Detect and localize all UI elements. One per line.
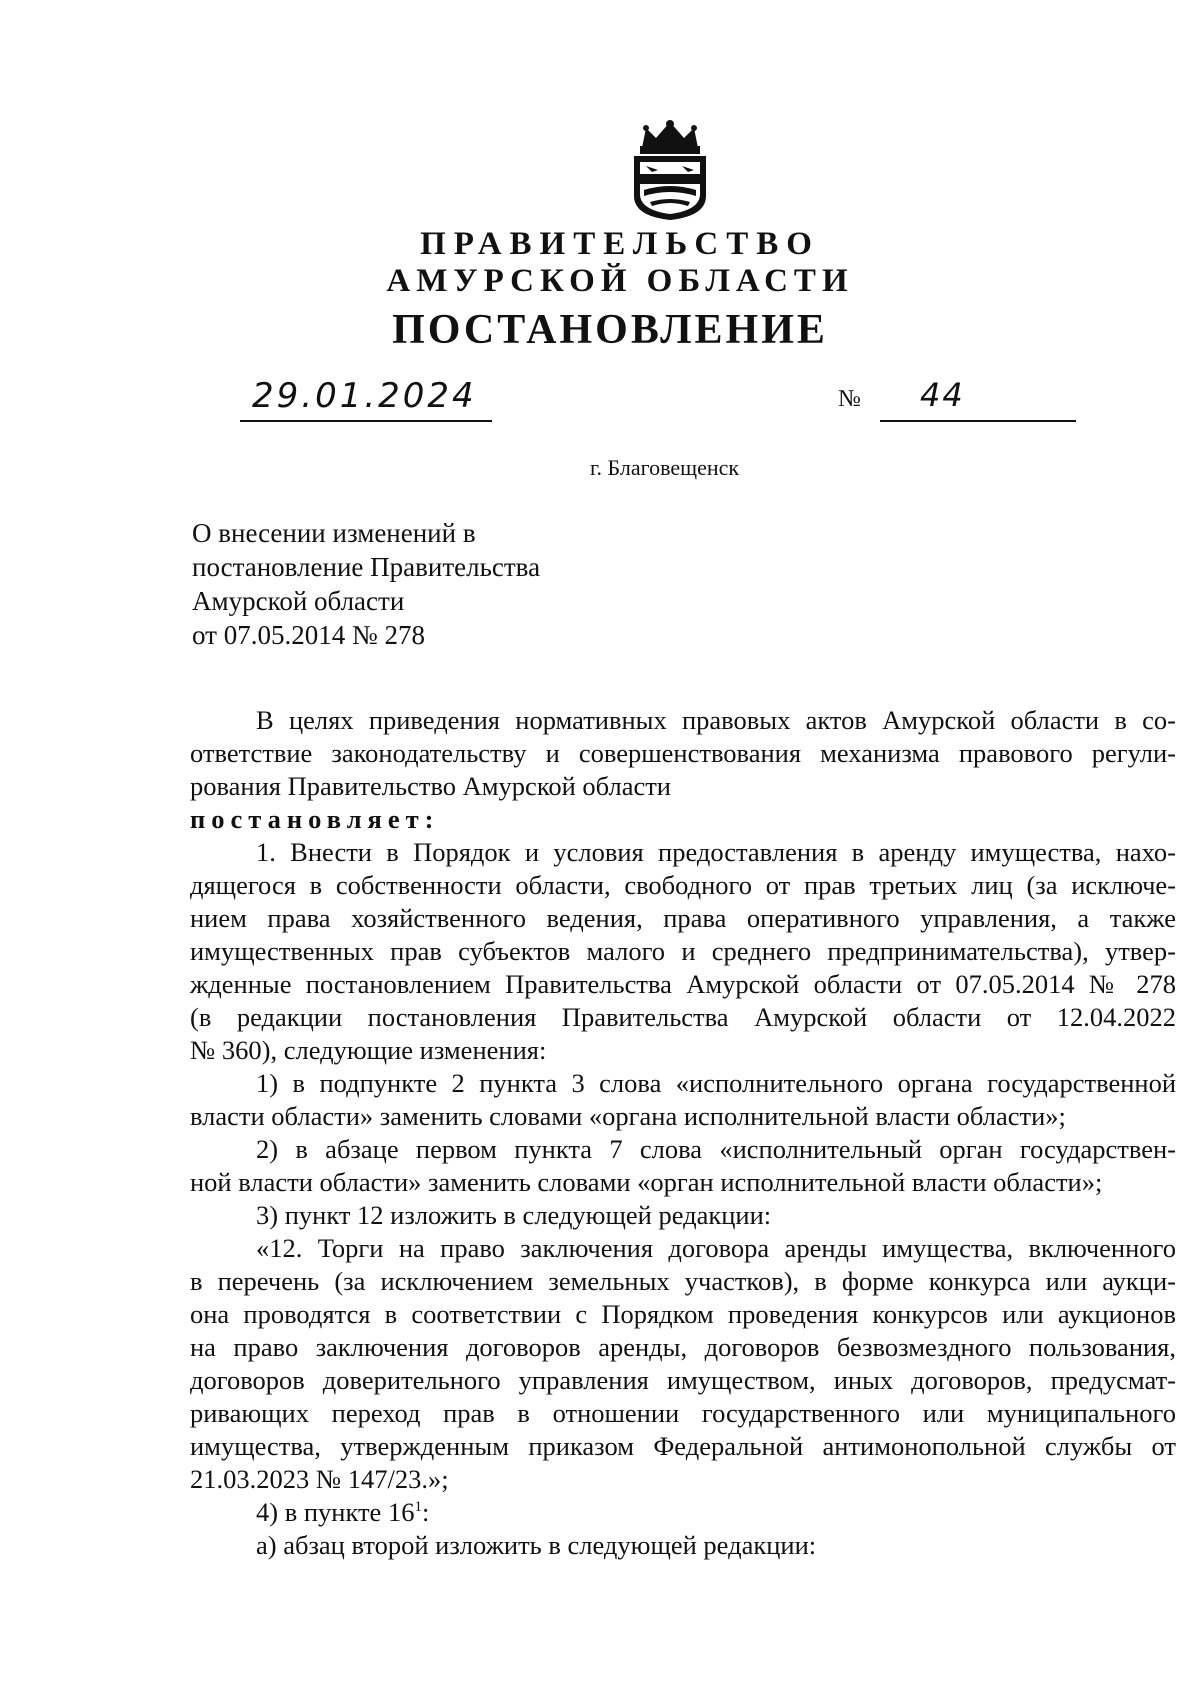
subitem4-text: 4) в пункте 16 [256, 1497, 415, 1527]
document-date: 29.01.2024 [252, 376, 477, 416]
subject-line: О внесении изменений в [192, 518, 476, 548]
quote12-line: ривающих переход прав в отношении государственного или муниципального [190, 1398, 1176, 1428]
quote12-line: 21.03.2023 № 147/23.»; [190, 1464, 449, 1494]
item1-line: дящегося в собственности области, свободного от прав третьих лиц (за исключе- [190, 870, 1176, 900]
city: г. Благовещенск [590, 455, 740, 480]
subitem1-line: 1) в подпункте 2 пункта 3 слова «исполнительного органа государственной [256, 1068, 1176, 1098]
subitem4a-line: а) абзац второй изложить в следующей редакции: [256, 1530, 817, 1560]
quote12-line: она проводятся в соответствии с Порядком проведения конкурсов или аукционов [190, 1299, 1176, 1329]
subitem2-line: ной власти области» заменить словами «орган исполнительной власти области»; [190, 1167, 1103, 1197]
quote12-line: на право заключения договоров аренды, договоров безвозмездного пользования, [190, 1332, 1176, 1362]
subitem1-line: власти области» заменить словами «органа исполнительной власти области»; [190, 1101, 1066, 1131]
subitem4-superscript: 1 [414, 1499, 422, 1516]
subject-line: от 07.05.2014 № 278 [192, 620, 425, 650]
subitem3-line: 3) пункт 12 изложить в следующей редакции: [256, 1200, 772, 1230]
quote12-line: в перечень (за исключением земельных участков), в форме конкурса или аукци- [190, 1266, 1176, 1296]
item1-line: имущественных прав субъектов малого и среднего предпринимательства), утвер- [190, 936, 1176, 966]
preamble-line: рования Правительство Амурской области [190, 771, 671, 801]
document-type: ПОСТАНОВЛЕНИЕ [392, 307, 828, 353]
subject-line: Амурской области [192, 586, 405, 616]
item1-line: № 360), следующие изменения: [190, 1035, 547, 1065]
quote12-line: имущества, утвержденным приказом Федеральной антимонопольной службы от [190, 1431, 1176, 1461]
document-subject [192, 516, 540, 652]
resolves-word: постановляет: [190, 804, 440, 834]
number-underline [880, 378, 1076, 422]
item1-line: жденные постановлением Правительства Амурской области от 07.05.2014 № 278 [190, 969, 1176, 999]
preamble-line: В целях приведения нормативных правовых актов Амурской области в со- [256, 705, 1176, 735]
document-body [190, 704, 1176, 1562]
org-title-line1: ПРАВИТЕЛЬСТВО [420, 226, 820, 262]
item1-line: нием права хозяйственного ведения, права оперативного управления, а также [190, 903, 1176, 933]
item1-line: 1. Внести в Порядок и условия предоставления в аренду имущества, нахо- [256, 837, 1176, 867]
quote12-line: договоров доверительного управления имуществом, иных договоров, предусмат- [190, 1365, 1176, 1395]
coat-of-arms-icon [628, 118, 712, 222]
number-sign: № [838, 386, 861, 412]
document-number: 44 [920, 376, 965, 414]
quote12-line: «12. Торги на право заключения договора аренды имущества, включенного [256, 1233, 1176, 1263]
subject-line: постановление Правительства [192, 552, 541, 582]
item1-line: (в редакции постановления Правительства Амурской области от 12.04.2022 [190, 1002, 1176, 1032]
subitem4-colon: : [421, 1497, 430, 1527]
subitem2-line: 2) в абзаце первом пункта 7 слова «исполнительный орган государствен- [256, 1134, 1176, 1164]
preamble-line: ответствие законодательству и совершенствования механизма правового регули- [190, 738, 1176, 768]
subitem4-line [190, 1496, 1176, 1529]
org-title-line2: АМУРСКОЙ ОБЛАСТИ [386, 263, 854, 299]
